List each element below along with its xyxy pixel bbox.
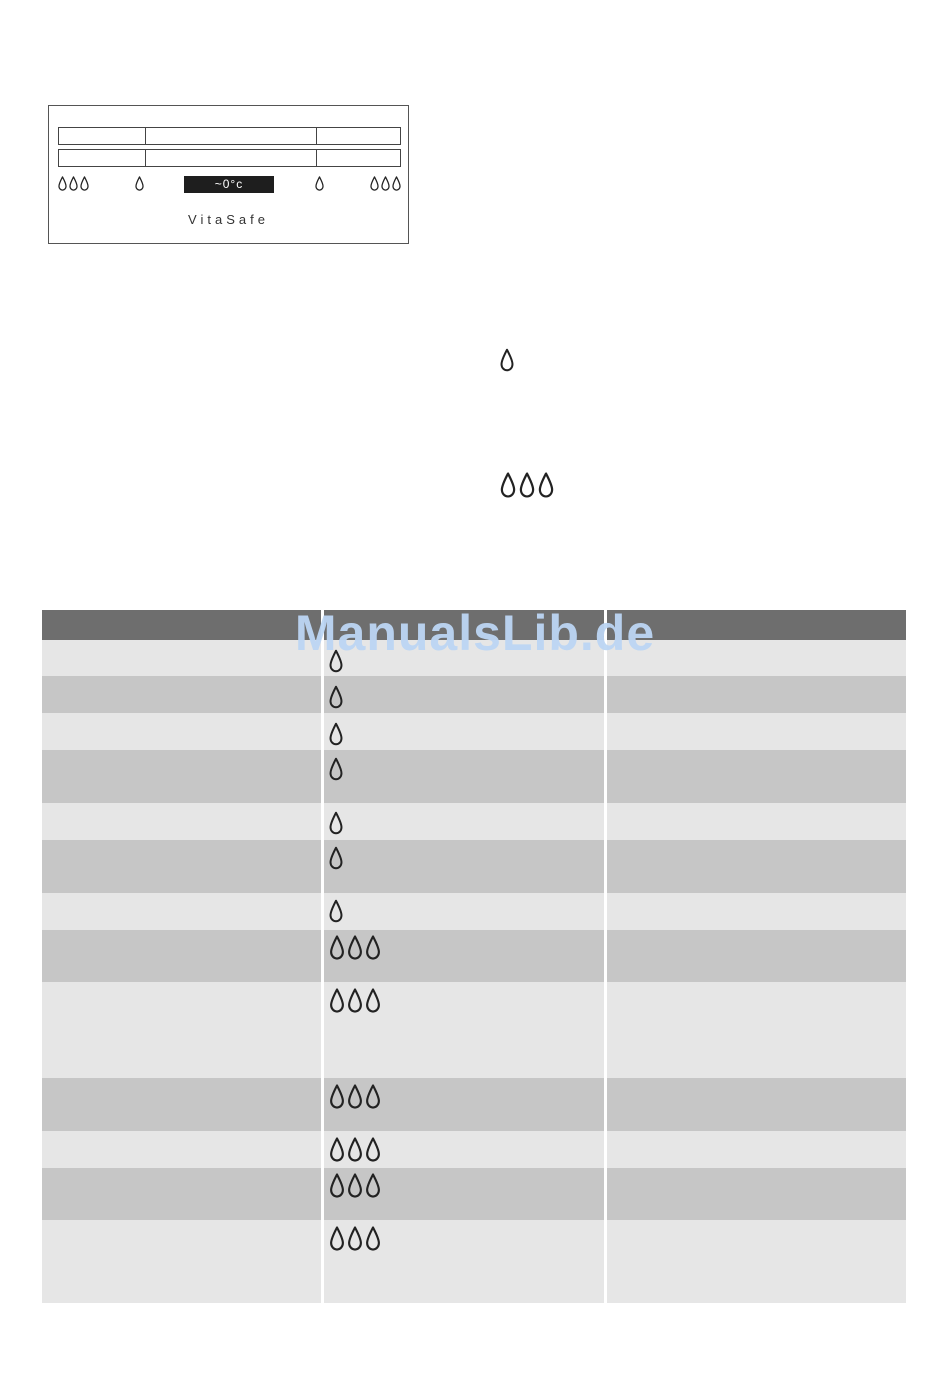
table-row xyxy=(42,1131,906,1168)
drop-single-icon xyxy=(329,846,343,870)
drop-single-icon xyxy=(329,722,343,746)
drops-three-icon xyxy=(329,1084,381,1109)
table-row xyxy=(42,713,906,750)
table-row xyxy=(42,840,906,893)
table-row xyxy=(42,1220,906,1303)
drawer-bottom xyxy=(58,149,401,167)
table-row xyxy=(42,803,906,840)
drop-single-icon xyxy=(329,685,343,709)
table-row xyxy=(42,676,906,713)
drop-single-icon xyxy=(329,757,343,781)
drop-single-icon xyxy=(315,176,324,191)
drop-single-icon xyxy=(329,811,343,835)
drops-three-icon xyxy=(329,1137,381,1162)
table-row xyxy=(42,893,906,930)
drops-three-icon xyxy=(329,988,381,1013)
drops-three-icon xyxy=(370,176,401,191)
drops-three-icon xyxy=(329,1173,381,1198)
drop-single-icon xyxy=(135,176,144,191)
drop-single-icon xyxy=(329,899,343,923)
table-row xyxy=(42,930,906,982)
drop-single-icon xyxy=(500,347,514,373)
drops-three-icon xyxy=(329,935,381,960)
table-row xyxy=(42,1168,906,1220)
temperature-label: ~0°c xyxy=(184,176,274,193)
vitasafe-diagram xyxy=(48,105,409,244)
drops-three-icon xyxy=(58,176,89,191)
drops-three-icon xyxy=(329,1226,381,1251)
table-row xyxy=(42,982,906,1078)
watermark: ManualsLib.de xyxy=(294,605,656,661)
table-row xyxy=(42,750,906,803)
table-row xyxy=(42,1078,906,1131)
drops-three-icon xyxy=(500,472,554,498)
brand-label: VitaSafe xyxy=(188,212,269,227)
drawer-top xyxy=(58,127,401,145)
